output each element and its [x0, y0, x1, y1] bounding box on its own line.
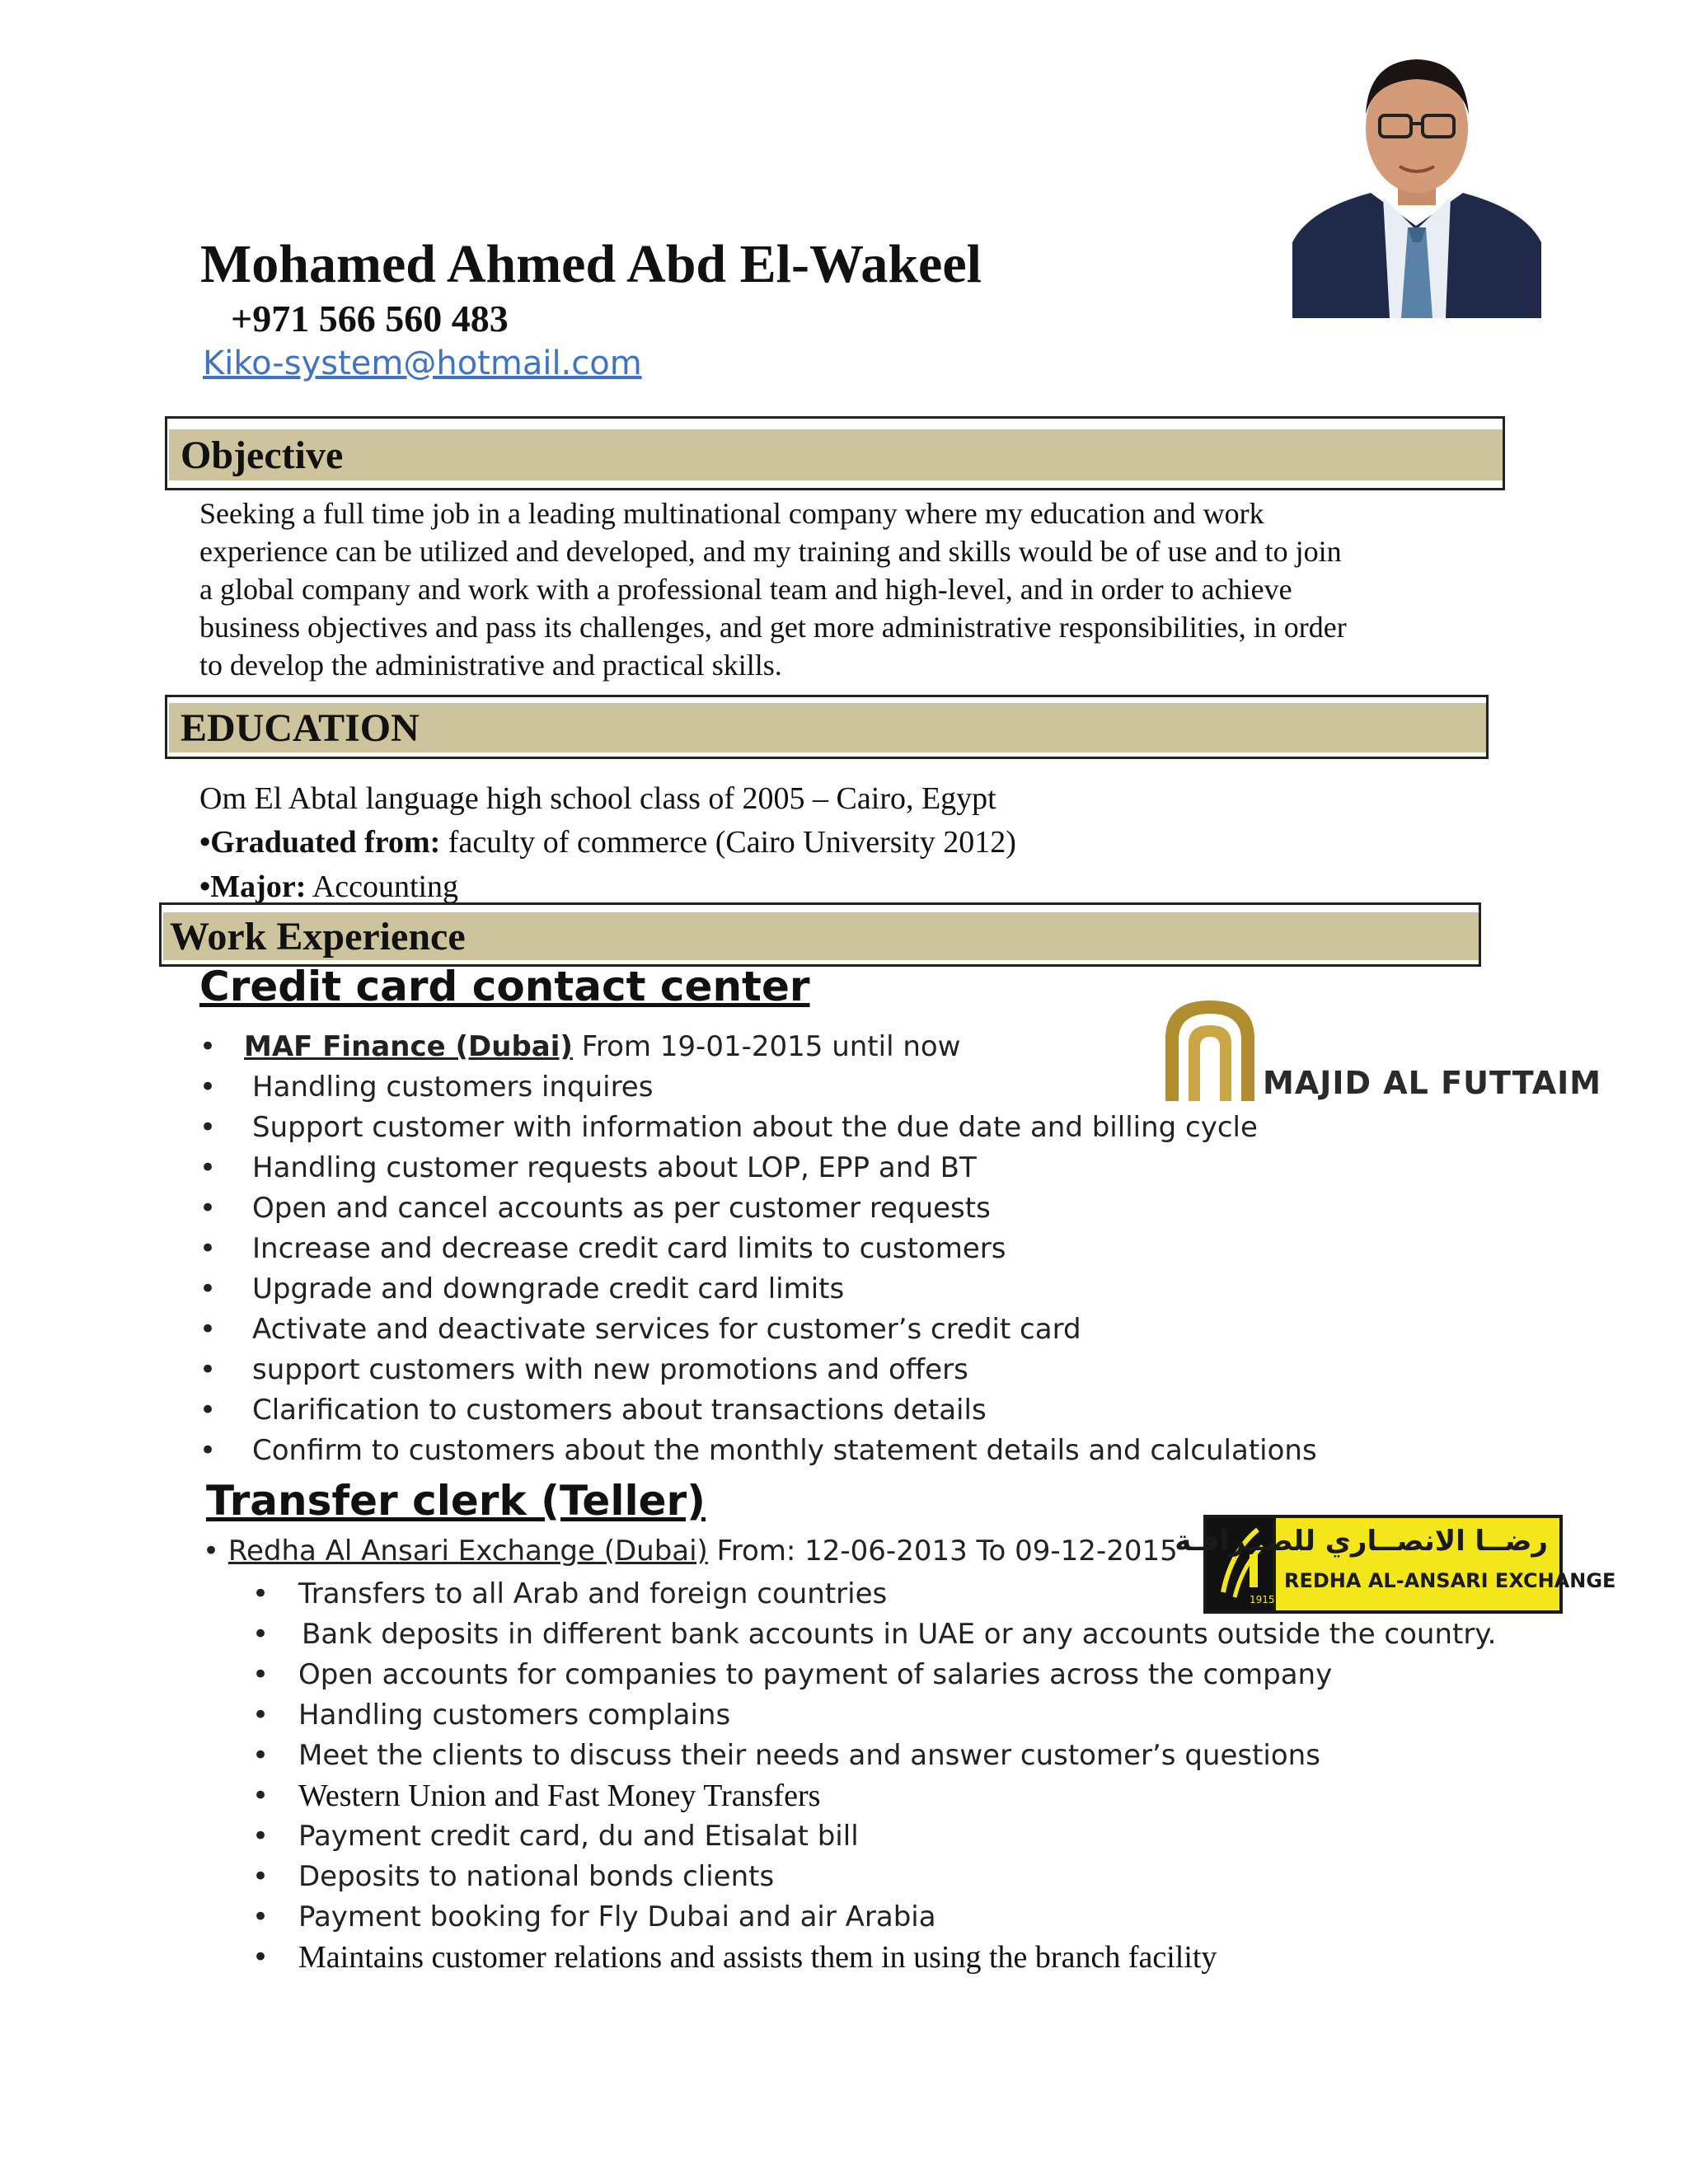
list-item-text: Western Union and Fast Money Transfers [298, 1779, 821, 1813]
list-item-text: Payment credit card, du and Etisalat bill [298, 1820, 859, 1853]
bullet-glyph: • [199, 1353, 217, 1386]
work-title: Work Experience [170, 914, 466, 958]
redha-logo-arabic: رضــا الانصــاري للصــرافـة [1175, 1525, 1548, 1558]
major-value: Accounting [312, 869, 459, 903]
work-header [163, 912, 1479, 960]
job1-company: MAF Finance (Dubai) [244, 1030, 573, 1063]
education-graduated [199, 824, 1016, 860]
objective-title: Objective [181, 433, 344, 477]
portrait-image [1292, 36, 1541, 318]
bullet-glyph: • [252, 1820, 270, 1853]
objective-line: Seeking a full time job in a leading multinational company where my education and work [199, 497, 1264, 530]
job1-company-line [244, 1027, 960, 1067]
maf-emblem-icon [1160, 997, 1259, 1103]
education-title: EDUCATION [181, 705, 420, 750]
list-item-text: Handling customers inquires [252, 1071, 654, 1104]
bullet-glyph: • [252, 1577, 270, 1610]
list-item-text: Upgrade and downgrade credit card limits [252, 1272, 845, 1305]
bullet-glyph: • [252, 1779, 270, 1812]
profile-photo [1292, 36, 1541, 318]
bullet-glyph: • [199, 1232, 217, 1265]
list-item-text: Transfers to all Arab and foreign countries [298, 1577, 888, 1610]
job1-title: Credit card contact center [199, 963, 810, 1010]
redha-logo-english: REDHA AL-ANSARI EXCHANGE [1284, 1569, 1616, 1592]
objective-line: business objectives and pass its challenges, and get more administrative responsibilities, in order [199, 611, 1347, 644]
list-item-text: Confirm to customers about the monthly statement details and calculations [252, 1434, 1317, 1467]
bullet-glyph: • [199, 1071, 217, 1104]
bullet-glyph: • [199, 1394, 217, 1427]
graduated-label: •Graduated from: [199, 825, 441, 860]
bullet-glyph: • [252, 1941, 270, 1974]
list-item-text: Meet the clients to discuss their needs and answer customer’s questions [298, 1739, 1320, 1772]
objective-paragraph [199, 494, 1475, 684]
bullet-glyph: • [199, 1272, 217, 1305]
maf-logo-text: MAJID AL FUTTAIM [1263, 1065, 1602, 1101]
list-item-text: support customers with new promotions and offers [252, 1353, 968, 1386]
bullet-glyph: • [199, 1313, 217, 1346]
list-item-text: Support customer with information about the due date and billing cycle [252, 1111, 1258, 1144]
bullet-glyph: • [199, 1192, 217, 1225]
list-item-text: Payment booking for Fly Dubai and air Arabia [298, 1900, 936, 1933]
job2-company: Redha Al Ansari Exchange (Dubai) [227, 1535, 708, 1568]
list-item-text: Maintains customer relations and assists them in using the branch facility [298, 1940, 1217, 1975]
bullet-glyph: • [199, 1434, 217, 1467]
job1-dates: From 19-01-2015 until now [581, 1030, 961, 1063]
list-item-text: Activate and deactivate services for customer’s credit card [252, 1313, 1081, 1346]
objective-line: experience can be utilized and developed, and my training and skills would be of use and to join [199, 535, 1342, 568]
objective-header [169, 429, 1503, 480]
major-label: •Major: [199, 869, 307, 903]
graduated-value: faculty of commerce (Cairo University 2012) [448, 825, 1016, 860]
education-school: Om El Abtal language high school class of 2005 – Cairo, Egypt [199, 781, 996, 816]
objective-line: a global company and work with a professional team and high-level, and in order to achieve [199, 573, 1292, 606]
education-major [199, 869, 458, 903]
job2-company-line [203, 1535, 1178, 1568]
list-item-text: Handling customer requests about LOP, EPP and BT [252, 1151, 977, 1184]
bullet-glyph: • [199, 1111, 217, 1144]
list-item-text: Clarification to customers about transactions details [252, 1394, 987, 1427]
list-item-text: Handling customers complains [298, 1699, 731, 1732]
job2-title: Transfer clerk (Teller) [206, 1477, 706, 1525]
bullet-glyph: • [252, 1739, 270, 1772]
redha-logo [1175, 1515, 1616, 1614]
list-item-text: Open accounts for companies to payment of salaries across the company [298, 1658, 1333, 1691]
bullet-glyph: • [252, 1860, 270, 1893]
bullet-glyph: • [199, 1030, 217, 1063]
bullet-glyph: • [252, 1658, 270, 1691]
education-header [169, 703, 1486, 752]
redha-logo-year: 1915 [1250, 1594, 1275, 1605]
objective-line: to develop the administrative and practical skills. [199, 649, 782, 682]
bullet-glyph: • [252, 1900, 270, 1933]
list-item-text: Bank deposits in different bank accounts in UAE or any accounts outside the country. [302, 1618, 1497, 1651]
list-item-text: Increase and decrease credit card limits to customers [252, 1232, 1006, 1265]
list-item-text: Open and cancel accounts as per customer requests [252, 1192, 991, 1225]
maf-logo [1160, 997, 1602, 1104]
job2-dates-from: From: 12-06-2013 [716, 1535, 968, 1568]
email-link[interactable]: Kiko-system@hotmail.com [203, 344, 642, 382]
job2-dates-to: To 09-12-2015 [976, 1535, 1178, 1568]
list-item-text: Deposits to national bonds clients [298, 1860, 775, 1893]
bullet-glyph: • [252, 1618, 270, 1651]
bullet-glyph: • [203, 1535, 220, 1568]
bullet-glyph: • [252, 1699, 270, 1732]
phone-number: +971 566 560 483 [231, 298, 509, 340]
bullet-glyph: • [199, 1151, 217, 1184]
candidate-name: Mohamed Ahmed Abd El-Wakeel [200, 234, 982, 294]
